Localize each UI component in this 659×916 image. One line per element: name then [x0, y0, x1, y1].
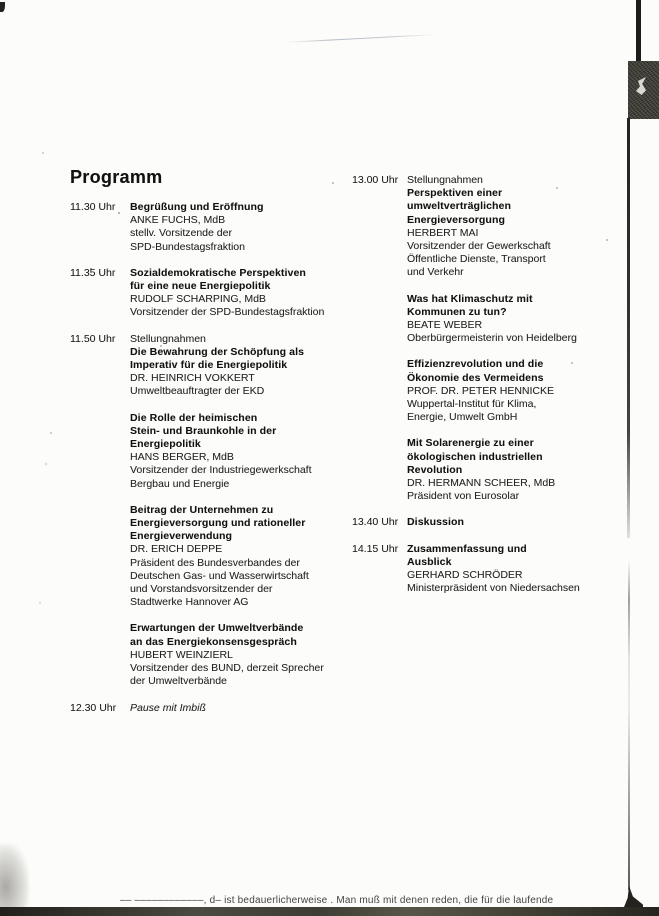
- page-title: Programm: [70, 167, 163, 187]
- entry-time: 13.40 Uhr: [352, 516, 399, 529]
- entry-line: Energie, Umwelt GmbH: [407, 411, 518, 424]
- schedule-entry: [70, 267, 355, 320]
- entry-line: HERBERT MAI: [407, 226, 479, 239]
- schedule-entry: [70, 333, 355, 689]
- entry-line: Zusammenfassung und: [407, 542, 527, 555]
- entry-line: Kommunen zu tun?: [407, 305, 507, 318]
- entry-line: Stadtwerke Hannover AG: [130, 596, 249, 609]
- entry-line: Energieversorgung und rationeller: [130, 517, 306, 530]
- entry-line: Ökonomie des Vermeidens: [407, 371, 544, 384]
- schedule-entry: [352, 543, 632, 596]
- entry-line: HUBERT WEINZIERL: [130, 648, 233, 661]
- entry-time: 11.30 Uhr: [70, 201, 116, 213]
- entry-line: Pause mit Imbiß: [130, 701, 206, 714]
- entry-block: [407, 358, 632, 424]
- entry-line: RUDOLF SCHARPING, MdB: [130, 293, 266, 306]
- entry-line: Vorsitzender der Gewerkschaft: [407, 240, 551, 253]
- entry-line: ökologischen industriellen: [407, 450, 543, 463]
- entry-line: Energiepolitik: [130, 438, 201, 451]
- entry-block: [130, 333, 355, 399]
- entry-line: und Verkehr: [407, 266, 464, 279]
- entry-line: Stein- und Braunkohle in der: [130, 424, 277, 437]
- scan-hairline: [285, 34, 435, 43]
- entry-line: Stellungnahmen: [130, 332, 206, 345]
- entry-block: [407, 293, 632, 346]
- entry-line: Imperativ für die Energiepolitik: [130, 359, 288, 372]
- program-column-left: [70, 201, 355, 715]
- entry-line: HANS BERGER, MdB: [130, 451, 234, 464]
- entry-block: [130, 622, 355, 688]
- entry-line: und Vorstandsvorsitzender der: [130, 583, 273, 596]
- footer-cut-text: –– ––––––––––––, d– ist bedauerlicherweise . Man muß mit denen reden, die für die laufende: [120, 895, 554, 906]
- entry-line: Vorsitzender der SPD-Bundestagsfraktion: [130, 306, 325, 319]
- entry-line: für eine neue Energiepolitik: [130, 280, 271, 293]
- entry-line: Energieverwendung: [130, 530, 233, 543]
- entry-line: Ausblick: [407, 555, 452, 568]
- entry-block: [130, 702, 355, 715]
- entry-block: [130, 412, 355, 491]
- entry-content: [407, 516, 632, 529]
- entry-content: [130, 333, 355, 689]
- entry-content: [130, 702, 355, 715]
- schedule-entry: [352, 174, 632, 503]
- scan-noise-specks: [0, 0, 2, 2]
- scan-dark-block: [628, 61, 659, 119]
- entry-line: Stellungnahmen: [407, 174, 483, 186]
- entry-line: DR. HEINRICH VOKKERT: [130, 372, 255, 385]
- entry-line: Erwartungen der Umweltverbände: [130, 622, 304, 635]
- schedule-entry: [352, 516, 632, 529]
- entry-content: [407, 543, 632, 596]
- entry-line: Die Rolle der heimischen: [130, 411, 258, 424]
- entry-line: Was hat Klimaschutz mit: [407, 292, 533, 305]
- program-column-right: [352, 174, 632, 595]
- entry-line: SPD-Bundestagsfraktion: [130, 240, 245, 253]
- entry-block: [130, 504, 355, 610]
- entry-time: 14.15 Uhr: [352, 542, 399, 555]
- entry-line: Präsident von Eurosolar: [407, 490, 520, 503]
- entry-line: Perspektiven einer: [407, 187, 503, 200]
- scan-arrow-mark: [636, 77, 646, 95]
- scan-edge-line-top: [636, 0, 641, 64]
- entry-time: 13.00 Uhr: [352, 174, 399, 186]
- entry-line: Deutschen Gas- und Wasserwirtschaft: [130, 569, 309, 582]
- entry-line: Präsident des Bundesverbandes der: [130, 556, 300, 569]
- entry-line: Ministerpräsident von Niedersachsen: [407, 582, 580, 595]
- entry-line: GERHARD SCHRÖDER: [407, 569, 523, 582]
- entry-line: Mit Solarenergie zu einer: [407, 437, 534, 450]
- scan-bottom-edge: [0, 907, 659, 916]
- entry-time: 12.30 Uhr: [70, 701, 117, 714]
- entry-line: Umweltbeauftragter der EKD: [130, 385, 265, 398]
- entry-line: Die Bewahrung der Schöpfung als: [130, 345, 305, 358]
- entry-line: Sozialdemokratische Perspektiven: [130, 266, 306, 279]
- entry-line: BEATE WEBER: [407, 319, 483, 332]
- entry-line: DR. ERICH DEPPE: [130, 543, 223, 556]
- entry-line: der Umweltverbände: [130, 675, 227, 688]
- scan-edge-line-lower: [628, 560, 630, 890]
- entry-line: Begrüßung und Eröffnung: [130, 201, 264, 213]
- schedule-entry: [70, 702, 355, 715]
- entry-time: 11.35 Uhr: [70, 266, 116, 279]
- entry-line: Vorsitzender des BUND, derzeit Sprecher: [130, 662, 324, 675]
- entry-block: [130, 267, 355, 320]
- entry-line: Diskussion: [407, 516, 465, 529]
- schedule-entry: [70, 201, 355, 254]
- entry-line: PROF. DR. PETER HENNICKE: [407, 384, 555, 397]
- entry-block: [407, 174, 632, 280]
- entry-line: DR. HERMANN SCHEER, MdB: [407, 477, 556, 490]
- entry-content: [130, 267, 355, 320]
- entry-line: Öffentliche Dienste, Transport: [407, 253, 546, 266]
- entry-line: ANKE FUCHS, MdB: [130, 214, 226, 227]
- entry-block: [407, 543, 632, 596]
- entry-content: [407, 174, 632, 503]
- scan-speck-top-left: [0, 2, 5, 12]
- entry-line: umweltverträglichen: [407, 200, 512, 213]
- entry-line: an das Energiekonsensgespräch: [130, 635, 297, 648]
- entry-line: Wuppertal-Institut für Klima,: [407, 398, 537, 411]
- entry-line: Oberbürgermeisterin von Heidelberg: [407, 332, 577, 345]
- entry-time: 11.50 Uhr: [70, 332, 116, 345]
- entry-block: [407, 516, 632, 529]
- scan-smudge-bottom-left: [0, 844, 29, 916]
- entry-block: [130, 201, 355, 254]
- entry-line: Beitrag der Unternehmen zu: [130, 503, 274, 516]
- entry-line: stellv. Vorsitzende der: [130, 227, 232, 240]
- entry-line: Bergbau und Energie: [130, 477, 230, 490]
- entry-line: Effizienzrevolution und die: [407, 358, 544, 371]
- entry-block: [407, 437, 632, 503]
- entry-line: Energieversorgung: [407, 213, 505, 226]
- entry-content: [130, 201, 355, 254]
- entry-line: Vorsitzender der Industriegewerkschaft: [130, 464, 312, 477]
- entry-line: Revolution: [407, 463, 463, 476]
